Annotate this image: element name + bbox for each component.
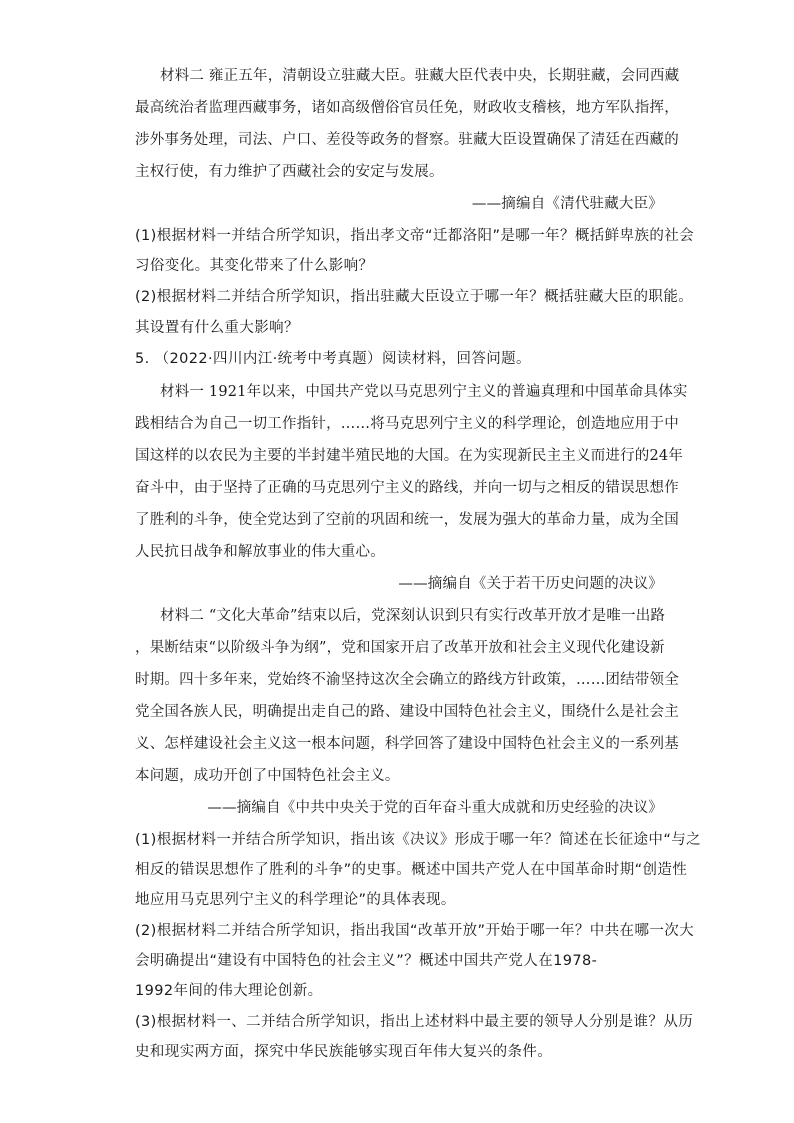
material-1-source: ——摘编自《关于若干历史问题的决议》 — [398, 576, 663, 592]
q5-2-line-3: 1992年间的伟大理论创新。 — [135, 983, 323, 999]
material-2-line-3: 涉外事务处理，司法、户口、差役等政务的督察。驻藏大臣设置确保了清廷在西藏的 — [135, 132, 679, 148]
material-2-line-4: 主权行使，有力维护了西藏社会的安定与发展。 — [135, 164, 444, 180]
material-1-line-4: 奋斗中，由于坚持了正确的马克思列宁主义的路线，并向一切与之相反的错误思想作 — [135, 480, 679, 496]
material-2-line-2: 最高统治者监理西藏事务，诸如高级僧俗官员任免，财政收支稽核，地方军队指挥， — [135, 100, 679, 116]
material-2-line-1: 材料二 雍正五年，清朝设立驻藏大臣。驻藏大臣代表中央，长期驻藏，会同西藏 — [160, 68, 680, 84]
material-2-source: ——摘编自《清代驻藏大臣》 — [471, 196, 663, 212]
q5-2-line-1: (2)根据材料二并结合所学知识，指出我国“改革开放”开始于哪一年？中共在哪一次大 — [135, 923, 695, 939]
q4-2-line-1: (2)根据材料二并结合所学知识，指出驻藏大臣设立于哪一年？概括驻藏大臣的职能。 — [135, 289, 694, 305]
material-1-line-6: 人民抗日战争和解放事业的伟大重心。 — [135, 544, 385, 560]
q5-header: 5. （2022·四川内江·统考中考真题）阅读材料，回答问题。 — [135, 351, 531, 367]
material-2b-line-3: 时期。四十多年来，党始终不渝坚持这次全会确立的路线方针政策，……团结带领全 — [135, 672, 679, 688]
material-2b-line-1: 材料二 “文化大革命”结束以后，党深刻认识到只有实行改革开放才是唯一出路 — [160, 608, 666, 624]
q5-2-line-2: 会明确提出“建设有中国特色的社会主义”？概述中国共产党人在1978- — [135, 953, 598, 969]
q4-1-line-1: (1)根据材料一并结合所学知识，指出孝文帝“迁都洛阳”是哪一年？概括鲜卑族的社会 — [135, 228, 695, 244]
material-2b-source: ——摘编自《中共中央关于党的百年奋斗重大成就和历史经验的决议》 — [207, 800, 663, 816]
material-1-line-5: 了胜利的斗争，使全党达到了空前的巩固和统一，发展为强大的革命力量，成为全国 — [135, 512, 679, 528]
q5-1-line-2: 相反的错误思想作了胜利的斗争”的史事。概述中国共产党人在中国革命时期“创造性 — [135, 862, 688, 878]
q5-1-line-1: (1)根据材料一并结合所学知识，指出该《决议》形成于哪一年？简述在长征途中“与之 — [135, 832, 702, 848]
q5-1-line-3: 地应用马克思列宁主义的科学理论”的具体表现。 — [135, 892, 456, 908]
material-1-line-3: 国这样的以农民为主要的半封建半殖民地的大国。在为实现新民主主义而进行的24年 — [135, 448, 684, 464]
material-2b-line-4: 党全国各族人民，明确提出走自己的路、建设中国特色社会主义，围绕什么是社会主 — [135, 704, 679, 720]
q4-2-line-2: 其设置有什么重大影响？ — [135, 320, 299, 336]
q5-3-line-2: 史和现实两方面，探究中华民族能够实现百年伟大复兴的条件。 — [135, 1044, 553, 1060]
material-1-line-2: 践相结合为自己一切工作指针，……将马克思列宁主义的科学理论，创造地应用于中 — [135, 416, 679, 432]
material-2b-line-2: ，果断结束“以阶级斗争为纲”，党和国家开启了改革开放和社会主义现代化建设新 — [135, 640, 665, 656]
q5-3-line-1: (3)根据材料一、二并结合所学知识，指出上述材料中最主要的领导人分别是谁？从历 — [135, 1014, 694, 1030]
material-2b-line-6: 本问题，成功开创了中国特色社会主义。 — [135, 768, 400, 784]
q4-1-line-2: 习俗变化。其变化带来了什么影响？ — [135, 258, 374, 274]
material-2b-line-5: 义、怎样建设社会主义这一根本问题，科学回答了建设中国特色社会主义的一系列基 — [135, 736, 679, 752]
material-1-line-1: 材料一 1921年以来，中国共产党以马克思列宁主义的普遍真理和中国革命具体实 — [160, 384, 688, 400]
